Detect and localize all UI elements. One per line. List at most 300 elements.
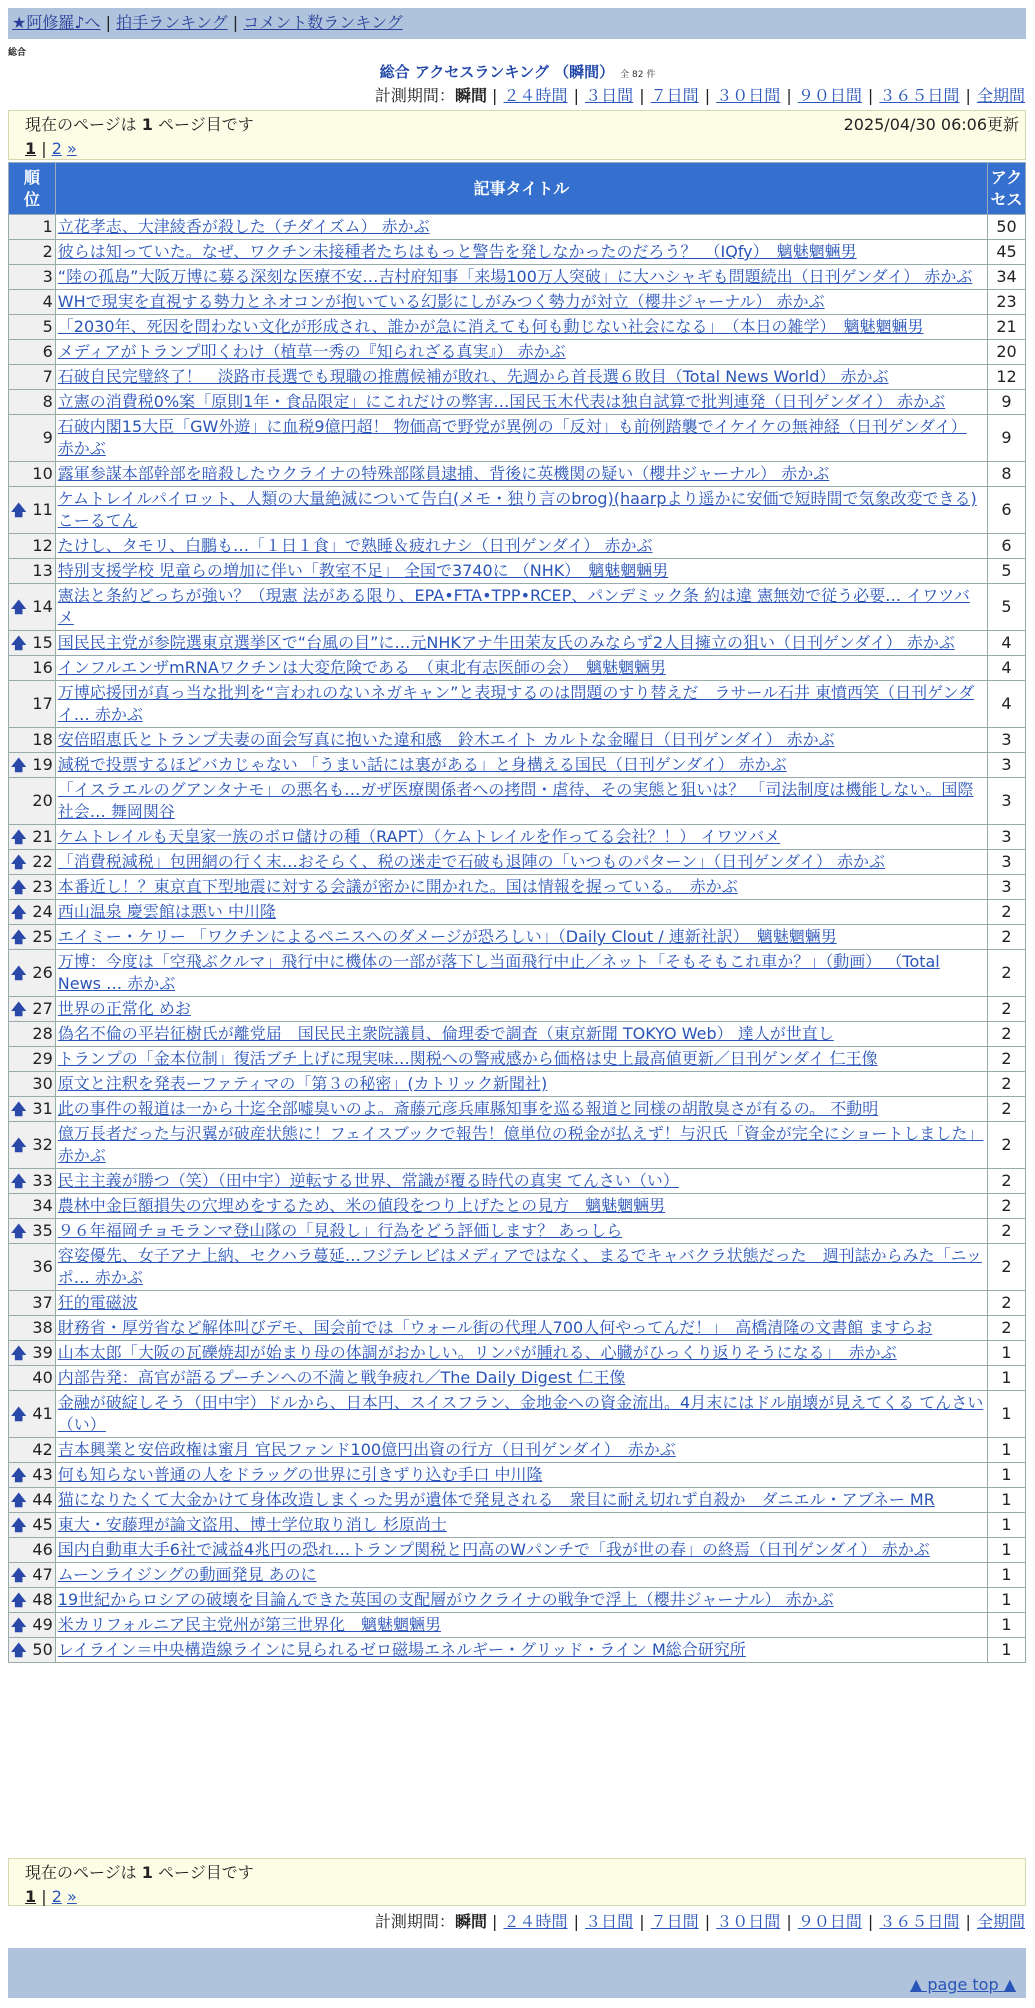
- title-cell: [55, 240, 987, 265]
- table-row: [9, 1022, 1026, 1047]
- access-count: 2: [988, 1316, 1026, 1341]
- access-count: 4: [988, 631, 1026, 656]
- col-rank-header: 順 位: [9, 163, 56, 215]
- access-count: 1: [988, 1488, 1026, 1513]
- article-link[interactable]: 「イスラエルのグアンタナモ」の悪名も…ガザ医療関係者への拷問・虐待、その実態と狙いは？ 「司法制度は機能しない。国際社会… 舞岡関谷: [57, 780, 974, 821]
- rank-number: 35: [32, 1221, 53, 1240]
- table-row: [9, 728, 1026, 753]
- rank-up-icon: 🡅: [11, 1136, 27, 1154]
- rank-number: 28: [32, 1024, 53, 1043]
- period-current: 瞬間: [454, 86, 487, 105]
- title-cell: [55, 753, 987, 778]
- period-option-6[interactable]: 全期間: [976, 1912, 1025, 1931]
- rank-number: 37: [32, 1293, 53, 1312]
- title-cell: [55, 1219, 987, 1244]
- rank-number: 1: [42, 217, 53, 236]
- article-link[interactable]: WHで現実を直視する勢力とネオコンが抱いている幻影にしがみつく勢力が対立（櫻井ジャーナル） 赤かぶ: [57, 292, 825, 311]
- table-row: [9, 681, 1026, 728]
- access-count: 6: [988, 487, 1026, 534]
- period-option-1[interactable]: ３日間: [585, 86, 634, 105]
- period-option-0[interactable]: ２４時間: [503, 86, 568, 105]
- rank-number: 16: [32, 658, 53, 677]
- rank-number: 38: [32, 1318, 53, 1337]
- rank-number: 29: [32, 1049, 53, 1068]
- rank-cell: [9, 584, 56, 631]
- table-row: [9, 415, 1026, 462]
- rank-cell: [9, 875, 56, 900]
- rank-cell: [9, 1244, 56, 1291]
- table-row: [9, 900, 1026, 925]
- nav-sep: |: [105, 13, 112, 32]
- article-link[interactable]: 容姿優先、女子アナ上納、セクハラ蔓延…フジテレビはメディアではなく、まるでキャバクラ状態だった 週刊誌からみた「ニッポ… 赤かぶ: [57, 1246, 982, 1287]
- rank-cell: [9, 1316, 56, 1341]
- rank-cell: [9, 390, 56, 415]
- page-top-link[interactable]: ▲ page top ▲: [909, 1975, 1016, 1994]
- article-link[interactable]: 内部告発：高官が語るプーチンへの不満と戦争疲れ／The Daily Digest 仁王像: [57, 1368, 626, 1387]
- table-row: [9, 340, 1026, 365]
- article-link[interactable]: 吉本興業と安倍政権は蜜月 官民ファンド100億円出資の行方（日刊ゲンダイ） 赤かぶ: [57, 1440, 676, 1459]
- table-row: [9, 584, 1026, 631]
- table-row: [9, 365, 1026, 390]
- title-cell: [55, 1563, 987, 1588]
- access-count: 3: [988, 850, 1026, 875]
- article-link[interactable]: 民主主義が勝つ（笑）（田中宇）逆転する世界、常識が覆る時代の真実 てんさい（い）: [57, 1171, 679, 1190]
- rank-number: 10: [32, 464, 53, 483]
- article-link[interactable]: 特別支援学校 児童らの増加に伴い「教室不足」 全国で3740に （NHK） 魑魅魍魎男: [57, 561, 669, 580]
- access-count: 1: [988, 1613, 1026, 1638]
- table-row: [9, 950, 1026, 997]
- article-link[interactable]: 万博：今度は「空飛ぶクルマ」飛行中に機体の一部が落下し当面飛行中止／ネット「そもそもこれ車か？」（動画） （Total News … 赤かぶ: [57, 952, 940, 993]
- period-option-5[interactable]: ３６５日間: [879, 1912, 960, 1931]
- rank-number: 20: [32, 791, 53, 810]
- nav-sep: |: [232, 13, 239, 32]
- title-cell: [55, 681, 987, 728]
- top-nav: [8, 8, 1026, 39]
- col-access-header: アク セス: [988, 163, 1026, 215]
- table-row: [9, 462, 1026, 487]
- rank-number: 42: [32, 1440, 53, 1459]
- article-link[interactable]: 偽名不倫の平岩征樹氏が離党届 国民民主衆院議員、倫理委で調査（東京新聞 TOKYO Web） 達人が世直し: [57, 1024, 834, 1043]
- title-cell: [55, 1366, 987, 1391]
- pager-current: 1: [25, 139, 37, 158]
- access-count: 2: [988, 1097, 1026, 1122]
- table-row: [9, 315, 1026, 340]
- rank-up-icon: 🡅: [11, 1000, 27, 1018]
- rank-cell: [9, 656, 56, 681]
- clap-ranking-link[interactable]: 拍手ランキング: [116, 13, 228, 32]
- period-option-5[interactable]: ３６５日間: [879, 86, 960, 105]
- article-link[interactable]: ９６年福岡チョモランマ登山隊の「見殺し」行為をどう評価します？ あっしら: [57, 1221, 623, 1240]
- rank-number: 41: [32, 1404, 53, 1423]
- home-link[interactable]: ★阿修羅♪へ: [12, 13, 101, 32]
- access-count: 23: [988, 290, 1026, 315]
- title-cell: [55, 265, 987, 290]
- title-cell: [55, 997, 987, 1022]
- rank-number: 34: [32, 1196, 53, 1215]
- rank-number: 8: [42, 392, 53, 411]
- rank-cell: [9, 1463, 56, 1488]
- article-link[interactable]: 原文と注釈を発表ーファティマの「第３の秘密」(カトリック新聞社): [57, 1074, 548, 1093]
- table-row: [9, 1169, 1026, 1194]
- table-row: [9, 753, 1026, 778]
- rank-up-icon: 🡅: [11, 1100, 27, 1118]
- rank-up-icon: 🡅: [11, 1616, 27, 1634]
- title-cell: [55, 1022, 987, 1047]
- period-option-0[interactable]: ２４時間: [503, 1912, 568, 1931]
- rank-up-icon: 🡅: [11, 928, 27, 946]
- article-link[interactable]: エイミー・ケリー 「ワクチンによるペニスへのダメージが恐ろしい」（Daily Clout / 連新社訳） 魑魅魍魎男: [57, 927, 837, 946]
- article-link[interactable]: 億万長者だった与沢翼が破産状態に！フェイスブックで報告！億単位の税金が払えず！与沢氏「資金が完全にショートしました」 赤かぶ: [57, 1124, 984, 1165]
- article-link[interactable]: 金融が破綻しそう（田中宇）ドルから、日本円、スイスフラン、金地金への資金流出。4月末にはドル崩壊が見えてくる てんさい（い）: [57, 1393, 984, 1434]
- updated-time: 2025/04/30 06:06更新: [843, 115, 1019, 134]
- rank-cell: [9, 365, 56, 390]
- access-count: 2: [988, 1194, 1026, 1219]
- rank-number: 32: [32, 1135, 53, 1154]
- access-count: 9: [988, 415, 1026, 462]
- rank-number: 36: [32, 1257, 53, 1276]
- title-cell: [55, 728, 987, 753]
- title-cell: [55, 390, 987, 415]
- period-selector-bottom: 計測期間：瞬間 | ２４時間 | ３日間 | ７日間 | ３０日間 | ９０日間 | ３６５日間 | 全期間: [374, 1912, 1025, 1931]
- title-cell: [55, 631, 987, 656]
- rank-cell: [9, 415, 56, 462]
- access-count: 12: [988, 365, 1026, 390]
- rank-cell: [9, 1341, 56, 1366]
- article-link[interactable]: 東大・安藤理が論文盗用、博士学位取り消し 杉原尚士: [57, 1515, 447, 1534]
- rank-number: 21: [32, 827, 53, 846]
- access-count: 3: [988, 875, 1026, 900]
- rank-up-icon: 🡅: [11, 1222, 27, 1240]
- title-cell: [55, 415, 987, 462]
- title-cell: [55, 950, 987, 997]
- title-cell: [55, 1097, 987, 1122]
- article-link[interactable]: 何も知らない普通の人をドラッグの世界に引きずり込む手口 中川隆: [57, 1465, 543, 1484]
- rank-cell: [9, 215, 56, 240]
- access-count: 2: [988, 925, 1026, 950]
- rank-up-icon: 🡅: [11, 903, 27, 921]
- table-row: [9, 487, 1026, 534]
- article-link[interactable]: 米カリフォルニア民主党州が第三世界化 魑魅魍魎男: [57, 1615, 441, 1634]
- title-cell: [55, 1513, 987, 1538]
- rank-cell: [9, 340, 56, 365]
- article-link[interactable]: レイライン＝中央構造線ラインに見られるゼロ磁場エネルギー・グリッド・ライン M総合研究所: [57, 1640, 746, 1659]
- rank-number: 25: [32, 927, 53, 946]
- table-row: [9, 1122, 1026, 1169]
- rank-cell: [9, 1513, 56, 1538]
- rank-number: 2: [42, 242, 53, 261]
- article-link[interactable]: たけし、タモリ、白鵬も…「１日１食」で熟睡＆疲れナシ（日刊ゲンダイ） 赤かぶ: [57, 536, 653, 555]
- current-page-text: 現在のページは 1 ページ目です: [25, 1863, 254, 1882]
- access-count: 3: [988, 753, 1026, 778]
- article-link[interactable]: 万博応援団が真っ当な批判を“言われのないネガキャン”と表現するのは問題のすり替えだ ラサール石井 東憤西笑（日刊ゲンダイ… 赤かぶ: [57, 683, 975, 724]
- article-link[interactable]: 彼らは知っていた。なぜ、ワクチン未接種者たちはもっと警告を発しなかったのだろう？ （IQfy） 魑魅魍魎男: [57, 242, 857, 261]
- category-label: 総合: [8, 48, 27, 58]
- rank-number: 39: [32, 1343, 53, 1362]
- rank-number: 9: [42, 428, 53, 447]
- article-link[interactable]: 19世紀からロシアの破壊を目論んできた英国の支配層がウクライナの戦争で浮上（櫻井ジャーナル） 赤かぶ: [57, 1590, 834, 1609]
- title-cell: [55, 656, 987, 681]
- table-row: [9, 778, 1026, 825]
- table-row: [9, 1316, 1026, 1341]
- access-count: 1: [988, 1366, 1026, 1391]
- title-cell: [55, 1291, 987, 1316]
- rank-cell: [9, 1488, 56, 1513]
- period-option-6[interactable]: 全期間: [976, 86, 1025, 105]
- table-row: [9, 1047, 1026, 1072]
- table-row: [9, 1291, 1026, 1316]
- article-link[interactable]: 「2030年、死因を問わない文化が形成され、誰かが急に消えても何も動じない社会になる」 （本日の雑学） 魑魅魍魎男: [57, 317, 924, 336]
- rank-number: 7: [42, 367, 53, 386]
- article-link[interactable]: 山本太郎「大阪の瓦礫焼却が始まり母の体調がおかしい。リンパが腫れる、心臓がひっくり返りそうになる」 赤かぶ: [57, 1343, 897, 1362]
- table-row: [9, 1463, 1026, 1488]
- rank-up-icon: 🡅: [11, 878, 27, 896]
- rank-cell: [9, 1219, 56, 1244]
- table-row: [9, 1244, 1026, 1291]
- title-cell: [55, 340, 987, 365]
- pager: 1 | 2 »: [25, 1887, 77, 1906]
- title-cell: [55, 1438, 987, 1463]
- rank-number: 44: [32, 1490, 53, 1509]
- article-link[interactable]: 狂的電磁波: [57, 1293, 138, 1312]
- pager-next[interactable]: »: [66, 139, 77, 158]
- period-option-3[interactable]: ３０日間: [716, 86, 781, 105]
- article-link[interactable]: ケムトレイルパイロット、人類の大量絶滅について告白(メモ・独り言のbrog)(haarpより遥かに安価で短時間で気象改変できる) こーるてん: [57, 489, 977, 530]
- rank-number: 4: [42, 292, 53, 311]
- access-count: 2: [988, 900, 1026, 925]
- access-count: 2: [988, 1072, 1026, 1097]
- page-info-bottom: [8, 1858, 1026, 1906]
- table-row: [9, 534, 1026, 559]
- rank-cell: [9, 462, 56, 487]
- rank-number: 47: [32, 1565, 53, 1584]
- title-cell: [55, 778, 987, 825]
- title-cell: [55, 487, 987, 534]
- article-link[interactable]: 財務省・厚労省など解体叫びデモ、国会前では「ウォール街の代理人700人何やってんだ！」 高橋清隆の文書館 ますらお: [57, 1318, 933, 1337]
- rank-cell: [9, 997, 56, 1022]
- rank-cell: [9, 1438, 56, 1463]
- article-link[interactable]: 猫になりたくて大金かけて身体改造しまくった男が遺体で発見される 衆目に耐え切れず自殺か ダニエル・アブネー MR: [57, 1490, 935, 1509]
- rank-cell: [9, 1169, 56, 1194]
- rank-up-icon: 🡅: [11, 853, 27, 871]
- table-row: [9, 631, 1026, 656]
- table-row: [9, 1488, 1026, 1513]
- access-count: 1: [988, 1438, 1026, 1463]
- table-row: [9, 390, 1026, 415]
- rank-number: 18: [32, 730, 53, 749]
- access-count: 50: [988, 215, 1026, 240]
- table-row: [9, 1588, 1026, 1613]
- rank-up-icon: 🡅: [11, 1466, 27, 1484]
- rank-cell: [9, 1538, 56, 1563]
- rank-number: 49: [32, 1615, 53, 1634]
- title-cell: [55, 1122, 987, 1169]
- rank-up-icon: 🡅: [11, 598, 27, 616]
- rank-number: 6: [42, 342, 53, 361]
- article-link[interactable]: ケムトレイルも天皇家一族のボロ儲けの種（RAPT）（ケムトレイルを作ってる会社？！） イワツバメ: [57, 827, 781, 846]
- access-count: 2: [988, 1291, 1026, 1316]
- rank-number: 24: [32, 902, 53, 921]
- table-row: [9, 997, 1026, 1022]
- article-link[interactable]: 農林中金巨額損失の穴埋めをするため、米の値段をつり上げたとの見方 魑魅魍魎男: [57, 1196, 666, 1215]
- article-link[interactable]: 立花孝志、大津綾香が殺した（チダイズム） 赤かぶ: [57, 217, 430, 236]
- access-count: 2: [988, 1219, 1026, 1244]
- rank-cell: [9, 1072, 56, 1097]
- access-count: 1: [988, 1341, 1026, 1366]
- rank-number: 40: [32, 1368, 53, 1387]
- article-link[interactable]: 本番近し！？東京直下型地震に対する会議が密かに開かれた。国は情報を握っている。 赤かぶ: [57, 877, 738, 896]
- table-row: [9, 1513, 1026, 1538]
- title-cell: [55, 1613, 987, 1638]
- rank-cell: [9, 240, 56, 265]
- rank-number: 15: [32, 633, 53, 652]
- article-link[interactable]: 立憲の消費税0%案「原則1年・食品限定」にこれだけの弊害…国民玉木代表は独自試算で批判連発（日刊ゲンダイ） 赤かぶ: [57, 392, 946, 411]
- ranking-title: [0, 63, 1035, 84]
- rank-cell: [9, 631, 56, 656]
- rank-number: 50: [32, 1640, 53, 1659]
- table-row: [9, 1072, 1026, 1097]
- rank-number: 30: [32, 1074, 53, 1093]
- article-link[interactable]: 安倍昭恵氏とトランプ夫妻の面会写真に抱いた違和感 鈴木エイト カルトな金曜日（日刊ゲンダイ） 赤かぶ: [57, 730, 835, 749]
- rank-number: 13: [32, 561, 53, 580]
- table-row: [9, 1638, 1026, 1663]
- rank-up-icon: 🡅: [11, 1491, 27, 1509]
- title-cell: [55, 365, 987, 390]
- table-row: [9, 215, 1026, 240]
- page-info-top: [8, 110, 1026, 160]
- title-cell: [55, 925, 987, 950]
- ranking-count: 全 82 件: [620, 70, 656, 80]
- access-count: 5: [988, 559, 1026, 584]
- article-link[interactable]: 石破内閣15大臣「GW外遊」に血税9億円超！ 物価高で野党が異例の「反対」も前例踏襲でイケイケの無神経（日刊ゲンダイ） 赤かぶ: [57, 417, 967, 458]
- rank-cell: [9, 534, 56, 559]
- period-option-2[interactable]: ７日間: [650, 1912, 699, 1931]
- article-link[interactable]: 世界の正常化 めお: [57, 999, 191, 1018]
- rank-up-icon: 🡅: [11, 828, 27, 846]
- table-row: [9, 240, 1026, 265]
- article-link[interactable]: トランプの「金本位制」復活ブチ上げに現実味…関税への警戒感から価格は史上最高値更新／日刊ゲンダイ 仁王像: [57, 1049, 878, 1068]
- title-cell: [55, 559, 987, 584]
- rank-cell: [9, 1022, 56, 1047]
- rank-cell: [9, 265, 56, 290]
- period-option-1[interactable]: ３日間: [585, 1912, 634, 1931]
- article-link[interactable]: 国内自動車大手6社で減益4兆円の恐れ…トランプ関税と円高のWパンチで「我が世の春」の終焉（日刊ゲンダイ） 赤かぶ: [57, 1540, 930, 1559]
- title-cell: [55, 1538, 987, 1563]
- access-count: 1: [988, 1538, 1026, 1563]
- footer-bar: [8, 1948, 1026, 1998]
- article-link[interactable]: メディアがトランプ叩くわけ（植草一秀の『知られざる真実』） 赤かぶ: [57, 342, 566, 361]
- table-row: [9, 1097, 1026, 1122]
- period-current: 瞬間: [454, 1912, 487, 1931]
- title-cell: [55, 1316, 987, 1341]
- access-count: 6: [988, 534, 1026, 559]
- rank-number: 14: [32, 597, 53, 616]
- rank-cell: [9, 1047, 56, 1072]
- table-row: [9, 875, 1026, 900]
- rank-number: 43: [32, 1465, 53, 1484]
- title-cell: [55, 215, 987, 240]
- rank-number: 23: [32, 877, 53, 896]
- period-label: 計測期間：: [374, 1912, 455, 1931]
- table-row: [9, 850, 1026, 875]
- rank-cell: [9, 1613, 56, 1638]
- table-row: [9, 265, 1026, 290]
- access-count: 21: [988, 315, 1026, 340]
- table-row: [9, 1438, 1026, 1463]
- table-row: [9, 1341, 1026, 1366]
- title-cell: [55, 1072, 987, 1097]
- pager-current: 1: [25, 1887, 37, 1906]
- period-option-4[interactable]: ９０日間: [797, 1912, 862, 1931]
- period-option-3[interactable]: ３０日間: [716, 1912, 781, 1931]
- rank-up-icon: 🡅: [11, 501, 27, 519]
- article-link[interactable]: 国民民主党が参院選東京選挙区で“台風の目”に…元NHKアナ牛田茉友氏のみならず2人目擁立の狙い（日刊ゲンダイ） 赤かぶ: [57, 633, 955, 652]
- rank-up-icon: 🡅: [11, 756, 27, 774]
- current-page-text: 現在のページは 1 ページ目です: [25, 115, 254, 134]
- rank-cell: [9, 1122, 56, 1169]
- access-count: 2: [988, 1169, 1026, 1194]
- table-row: [9, 925, 1026, 950]
- access-count: 1: [988, 1563, 1026, 1588]
- pager-link-2[interactable]: 2: [51, 139, 62, 158]
- period-option-4[interactable]: ９０日間: [797, 86, 862, 105]
- article-link[interactable]: 露軍参謀本部幹部を暗殺したウクライナの特殊部隊員逮捕、背後に英機関の疑い（櫻井ジャーナル） 赤かぶ: [57, 464, 830, 483]
- access-count: 3: [988, 728, 1026, 753]
- article-link[interactable]: インフルエンザmRNAワクチンは大変危険である （東北有志医師の会） 魑魅魍魎男: [57, 658, 666, 677]
- rank-number: 12: [32, 536, 53, 555]
- comment-ranking-link[interactable]: コメント数ランキング: [243, 13, 403, 32]
- rank-number: 31: [32, 1099, 53, 1118]
- title-cell: [55, 534, 987, 559]
- table-row: [9, 1391, 1026, 1438]
- access-count: 34: [988, 265, 1026, 290]
- article-link[interactable]: ムーンライジングの動画発見 あのに: [57, 1565, 317, 1584]
- rank-up-icon: 🡅: [11, 1591, 27, 1609]
- pager: 1 | 2 »: [25, 139, 77, 158]
- title-cell: [55, 1463, 987, 1488]
- table-row: [9, 1219, 1026, 1244]
- rank-cell: [9, 1097, 56, 1122]
- rank-number: 3: [42, 267, 53, 286]
- article-link[interactable]: 此の事件の報道は一から十迄全部嘘臭いのよ。斎藤元彦兵庫縣知事を巡る報道と同様の胡散臭さが有るの。 不動明: [57, 1099, 879, 1118]
- title-cell: [55, 1588, 987, 1613]
- access-count: 2: [988, 1244, 1026, 1291]
- article-link[interactable]: 石破自民完璧終了！ 淡路市長選でも現職の推薦候補が敗れ、先週から首長選６敗目（Total News World） 赤かぶ: [57, 367, 889, 386]
- rank-number: 11: [32, 500, 53, 519]
- table-row: [9, 1538, 1026, 1563]
- article-link[interactable]: 「消費税減税」包囲網の行く末…おそらく、税の迷走で石破も退陣の「いつものパターン」（日刊ゲンダイ） 赤かぶ: [57, 852, 885, 871]
- rank-number: 19: [32, 755, 53, 774]
- rank-up-icon: 🡅: [11, 1641, 27, 1659]
- access-count: 1: [988, 1463, 1026, 1488]
- title-cell: [55, 315, 987, 340]
- article-link[interactable]: “陸の孤島”大阪万博に募る深刻な医療不安…吉村府知事「来場100万人突破」に大ハシャギも問題続出（日刊ゲンダイ） 赤かぶ: [57, 267, 973, 286]
- access-count: 45: [988, 240, 1026, 265]
- period-option-2[interactable]: ７日間: [650, 86, 699, 105]
- article-link[interactable]: 憲法と条約どっちが強い？（現憲 法がある限り、EPA•FTA•TPP•RCEP、パンデミック条 約は違 憲無効で従う必要… イワツバメ: [57, 586, 970, 627]
- access-count: 3: [988, 825, 1026, 850]
- pager-next[interactable]: »: [66, 1887, 77, 1906]
- rank-cell: [9, 900, 56, 925]
- article-link[interactable]: 減税で投票するほどバカじゃない 「うまい話には裏がある」と身構える国民（日刊ゲンダイ） 赤かぶ: [57, 755, 787, 774]
- article-link[interactable]: 西山温泉 慶雲館は悪い 中川隆: [57, 902, 276, 921]
- rank-cell: [9, 1563, 56, 1588]
- table-row: [9, 1366, 1026, 1391]
- rank-number: 26: [32, 963, 53, 982]
- rank-cell: [9, 290, 56, 315]
- rank-cell: [9, 1391, 56, 1438]
- rank-number: 46: [32, 1540, 53, 1559]
- pager-link-2[interactable]: 2: [51, 1887, 62, 1906]
